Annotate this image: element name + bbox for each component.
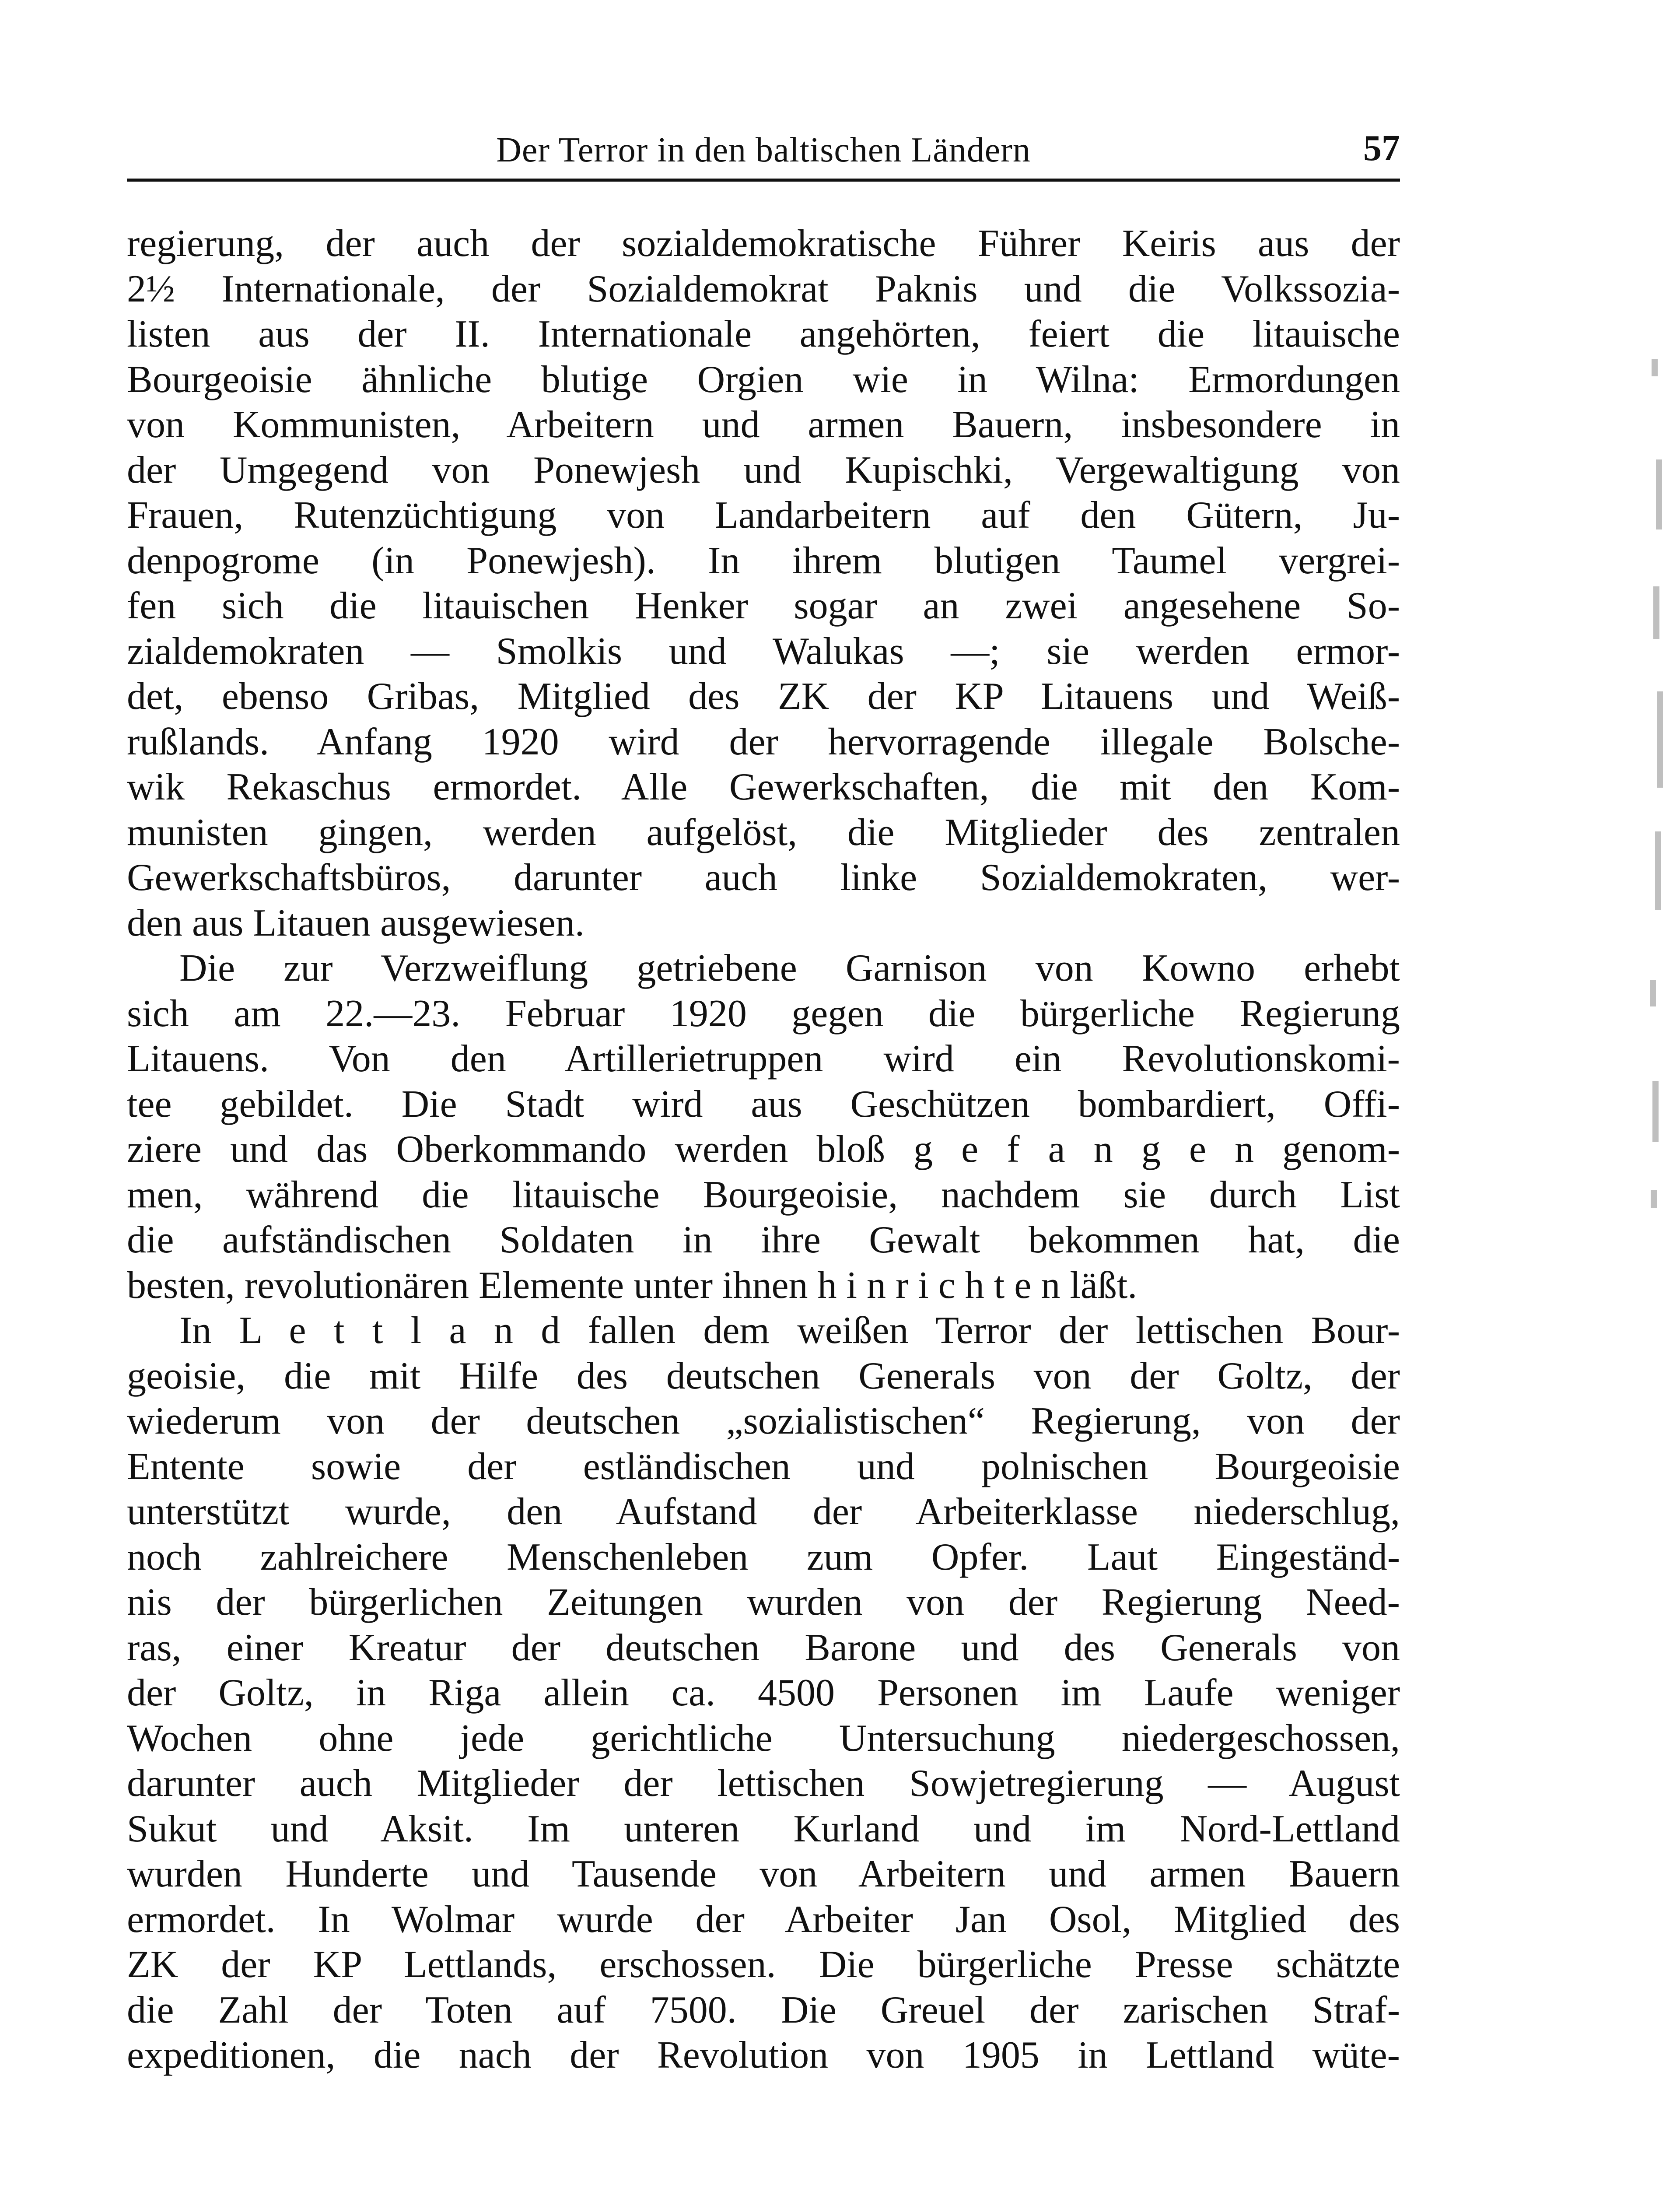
text-line: ziere und das Oberkommando werden bloß g e f a n g e n genom- (127, 1128, 1400, 1171)
text-line: expeditionen, die nach der Revolution von 1905 in Lettland wüte- (127, 2034, 1400, 2076)
text-line: rußlands. Anfang 1920 wird der hervorragende illegale Bolsche- (127, 720, 1400, 763)
page-number: 57 (1363, 128, 1400, 168)
running-header (127, 127, 1400, 175)
body-text (127, 221, 1400, 2078)
text-line: Gewerkschaftsbüros, darunter auch linke Sozialdemokraten, wer- (127, 856, 1400, 899)
text-line: sich am 22.—23. Februar 1920 gegen die bürgerliche Regierung (127, 992, 1400, 1035)
scan-speck (1652, 1081, 1659, 1142)
text-line: listen aus der II. Internationale angehörten, feiert die litauische (127, 313, 1400, 355)
text-line: ZK der KP Lettlands, erschossen. Die bürgerliche Presse schätzte (127, 1943, 1400, 1986)
header-rule (127, 179, 1400, 182)
text-line: unterstützt wurde, den Aufstand der Arbeiterklasse niederschlug, (127, 1490, 1400, 1533)
scan-speck (1657, 691, 1663, 788)
scan-speck (1655, 831, 1661, 910)
text-line: zialdemokraten — Smolkis und Walukas —; sie werden ermor- (127, 630, 1400, 673)
text-line: die Zahl der Toten auf 7500. Die Greuel der zarischen Straf- (127, 1988, 1400, 2031)
text-line: Litauens. Von den Artillerietruppen wird ein Revolutionskomi- (127, 1038, 1400, 1080)
scan-speck (1656, 459, 1662, 529)
text-line: geoisie, die mit Hilfe des deutschen Generals von der Goltz, der (127, 1354, 1400, 1397)
text-line: ras, einer Kreatur der deutschen Barone und des Generals von (127, 1626, 1400, 1669)
text-line: det, ebenso Gribas, Mitglied des ZK der KP Litauens und Weiß- (127, 675, 1400, 718)
text-line: regierung, der auch der sozialdemokratische Führer Keiris aus der (127, 222, 1400, 265)
text-line: ermordet. In Wolmar wurde der Arbeiter Jan Osol, Mitglied des (127, 1898, 1400, 1941)
text-line: wurden Hunderte und Tausende von Arbeitern und armen Bauern (127, 1853, 1400, 1895)
scan-speck (1653, 586, 1659, 639)
text-line: fen sich die litauischen Henker sogar an zwei angesehene So- (127, 585, 1400, 627)
scan-speck (1651, 1190, 1657, 1208)
text-line: 2½ Internationale, der Sozialdemokrat Paknis und die Volkssozia- (127, 267, 1400, 310)
text-line: Wochen ohne jede gerichtliche Untersuchung niedergeschossen, (127, 1717, 1400, 1760)
paragraph-first-line: In L e t t l a n d fallen dem weißen Terror der lettischen Bour- (179, 1309, 1400, 1352)
text-line: der Goltz, in Riga allein ca. 4500 Personen im Laufe weniger (127, 1672, 1400, 1714)
text-line: von Kommunisten, Arbeitern und armen Bauern, insbesondere in (127, 403, 1400, 446)
text-line: die aufständischen Soldaten in ihre Gewalt bekommen hat, die (127, 1219, 1400, 1261)
text-line: Bourgeoisie ähnliche blutige Orgien wie in Wilna: Ermordungen (127, 358, 1400, 401)
text-line: tee gebildet. Die Stadt wird aus Geschützen bombardiert, Offi- (127, 1083, 1400, 1126)
text-line: noch zahlreichere Menschenleben zum Opfer. Laut Eingeständ- (127, 1536, 1400, 1578)
text-line: nis der bürgerlichen Zeitungen wurden von der Regierung Need- (127, 1581, 1400, 1623)
text-line: Entente sowie der estländischen und polnischen Bourgeoisie (127, 1445, 1400, 1488)
text-line: der Umgegend von Ponewjesh und Kupischki, Vergewaltigung von (127, 449, 1400, 491)
text-line: darunter auch Mitglieder der lettischen Sowjetregierung — August (127, 1762, 1400, 1805)
text-line: men, während die litauische Bourgeoisie, nachdem sie durch List (127, 1173, 1400, 1216)
scan-speck (1650, 980, 1656, 1006)
text-line: Frauen, Rutenzüchtigung von Landarbeitern auf den Gütern, Ju- (127, 494, 1400, 536)
scan-speck (1652, 359, 1658, 376)
text-line: wiederum von der deutschen „sozialistischen“ Regierung, von der (127, 1400, 1400, 1442)
text-line: den aus Litauen ausgewiesen. (127, 901, 584, 944)
scan-edge-marks (1647, 359, 1665, 1628)
text-line: munisten gingen, werden aufgelöst, die Mitglieder des zentralen (127, 811, 1400, 854)
running-title: Der Terror in den baltischen Ländern (496, 131, 1031, 169)
text-line: denpogrome (in Ponewjesh). In ihrem blutigen Taumel vergrei- (127, 539, 1400, 582)
text-line: besten, revolutionären Elemente unter ihnen h i n r i c h t e n läßt. (127, 1264, 1138, 1307)
text-line: Sukut und Aksit. Im unteren Kurland und im Nord-Lettland (127, 1807, 1400, 1850)
text-line: wik Rekaschus ermordet. Alle Gewerkschaften, die mit den Kom- (127, 766, 1400, 808)
paragraph-first-line: Die zur Verzweiflung getriebene Garnison von Kowno erhebt (179, 947, 1400, 989)
